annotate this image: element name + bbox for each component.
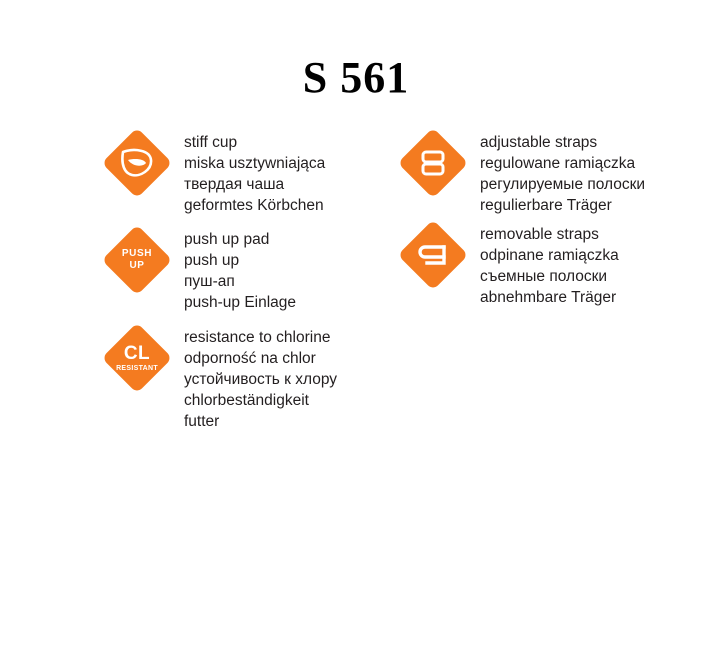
feature-push-up-pad (104, 227, 296, 313)
feature-line: odpinane ramiączka (480, 247, 619, 264)
feature-text-resistance-to-chlorine (184, 325, 337, 432)
feature-line: съемные полоски (480, 268, 608, 285)
chlorine-icon-big-label: CL (123, 343, 151, 364)
chlorine-icon-small-label: RESISTANT (116, 365, 158, 372)
feature-line: removable straps (480, 226, 599, 243)
page-title: S 561 (302, 53, 410, 102)
feature-text-push-up-pad (184, 227, 296, 313)
feature-line: регулируемые полоски (480, 176, 646, 193)
feature-line: push-up Einlage (184, 294, 297, 311)
feature-line: chlorbeständigkeit (184, 392, 309, 409)
feature-line: odporność na chlor (184, 350, 316, 367)
feature-line: твердая чаша (184, 176, 285, 193)
feature-line: regulowane ramiączka (480, 155, 636, 172)
stiff-cup-icon (104, 130, 170, 196)
feature-stiff-cup (104, 130, 325, 216)
chlorine-resistant-glyph (104, 325, 170, 391)
stiff-cup-glyph (104, 130, 170, 196)
feature-text-adjustable-straps (480, 130, 645, 216)
feature-line: push up pad (184, 231, 270, 248)
feature-adjustable-straps (400, 130, 645, 216)
feature-line: push up (184, 252, 240, 269)
push-up-icon (104, 227, 170, 293)
feature-text-removable-straps (480, 222, 619, 308)
feature-line: geformtes Körbchen (184, 197, 324, 214)
removable-straps-glyph (400, 222, 466, 288)
feature-line: stiff cup (184, 134, 238, 151)
feature-line: abnehmbare Träger (480, 289, 617, 306)
removable-straps-icon (400, 222, 466, 288)
feature-line: futter (184, 413, 220, 430)
adjustable-straps-glyph (400, 130, 466, 196)
feature-line: пуш-ап (184, 273, 235, 290)
feature-removable-straps (400, 222, 619, 308)
push-up-icon-line2: UP (129, 260, 145, 271)
feature-resistance-to-chlorine (104, 325, 337, 432)
push-up-icon-line1: PUSH (121, 248, 153, 259)
feature-line: miska usztywniająca (184, 155, 326, 172)
feature-text-stiff-cup (184, 130, 325, 216)
adjustable-straps-icon (400, 130, 466, 196)
feature-line: regulierbare Träger (480, 197, 612, 214)
feature-line: устойчивость к хлору (184, 371, 338, 388)
chlorine-resistant-icon (104, 325, 170, 391)
feature-line: resistance to chlorine (184, 329, 331, 346)
push-up-glyph (104, 227, 170, 293)
feature-line: adjustable straps (480, 134, 598, 151)
